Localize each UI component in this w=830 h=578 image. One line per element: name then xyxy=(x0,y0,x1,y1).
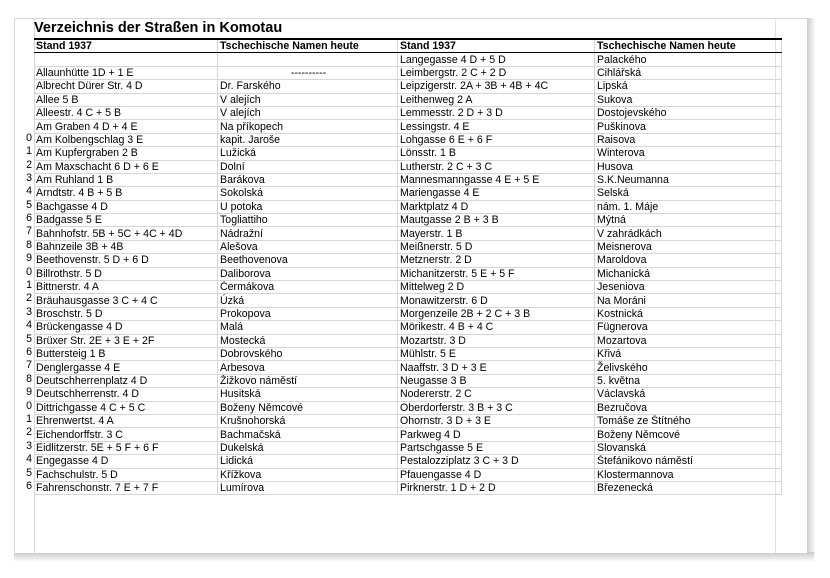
street-name-1937-cell[interactable]: Meißnerstr. 5 D xyxy=(398,240,595,253)
street-name-1937-cell[interactable]: Lemmesstr. 2 D + 3 D xyxy=(398,106,595,119)
street-name-1937-cell[interactable]: Allee 5 B xyxy=(34,93,218,106)
street-name-1937-cell[interactable]: Am Graben 4 D + 4 E xyxy=(34,120,218,133)
street-name-1937-cell[interactable]: Eidlitzerstr. 5E + 5 F + 6 F xyxy=(34,441,218,454)
street-name-1937-cell[interactable]: Mittelweg 2 D xyxy=(398,281,595,294)
czech-name-cell[interactable]: Nádražní xyxy=(218,227,398,240)
table-row xyxy=(34,428,782,441)
table-row xyxy=(34,173,782,186)
table-row xyxy=(34,388,782,401)
row-number[interactable]: 4 xyxy=(26,185,32,198)
column-header[interactable]: Stand 1937 xyxy=(34,39,218,53)
table-row xyxy=(34,281,782,294)
row-number[interactable] xyxy=(15,65,34,78)
table-row xyxy=(34,321,782,334)
street-name-1937-cell[interactable]: Pfauengasse 4 D xyxy=(398,468,595,481)
street-name-1937-cell[interactable]: Pirknerstr. 1 D + 2 D xyxy=(398,481,595,494)
street-name-1937-cell[interactable]: Billrothstr. 5 D xyxy=(34,267,218,280)
czech-name-cell[interactable]: Mozartova xyxy=(595,334,782,347)
street-name-1937-cell[interactable]: Engegasse 4 D xyxy=(34,455,218,468)
czech-name-cell[interactable]: Klostermannova xyxy=(595,468,782,481)
street-name-1937-cell[interactable]: Lohgasse 6 E + 6 F xyxy=(398,133,595,146)
czech-name-cell[interactable]: Mostecká xyxy=(218,334,398,347)
czech-name-cell[interactable]: Maroldova xyxy=(595,254,782,267)
czech-name-cell[interactable]: U potoka xyxy=(218,200,398,213)
row-number[interactable]: 5 xyxy=(26,466,32,479)
table-row xyxy=(34,267,782,280)
czech-name-cell[interactable]: Jeseniova xyxy=(595,281,782,294)
street-name-1937-cell[interactable] xyxy=(34,53,218,66)
row-number[interactable] xyxy=(15,78,34,91)
czech-name-cell[interactable]: Barákova xyxy=(218,173,398,186)
table-row xyxy=(34,160,782,173)
table-row xyxy=(34,441,782,454)
row-number[interactable]: 6 xyxy=(26,479,32,492)
czech-name-cell[interactable]: Želivského xyxy=(595,361,782,374)
street-name-1937-cell[interactable]: Mannesmanngasse 4 E + 5 E xyxy=(398,173,595,186)
street-name-1937-cell[interactable]: Ohornstr. 3 D + 3 E xyxy=(398,414,595,427)
street-name-1937-cell[interactable]: Am Ruhland 1 B xyxy=(34,173,218,186)
czech-name-cell[interactable]: Boženy Němcové xyxy=(218,401,398,414)
column-header[interactable]: Stand 1937 xyxy=(398,39,595,53)
czech-name-cell[interactable]: Malá xyxy=(218,321,398,334)
street-name-1937-cell[interactable]: Mayerstr. 1 B xyxy=(398,227,595,240)
table-row xyxy=(34,254,782,267)
street-name-1937-cell[interactable]: Bachgasse 4 D xyxy=(34,200,218,213)
czech-name-cell[interactable]: Dobrovského xyxy=(218,347,398,360)
czech-name-cell[interactable]: Boženy Němcové xyxy=(595,428,782,441)
table-row xyxy=(34,120,782,133)
row-number[interactable] xyxy=(15,92,34,105)
table-row xyxy=(34,481,782,494)
street-name-1937-cell[interactable]: Nodererstr. 2 C xyxy=(398,388,595,401)
header-row xyxy=(34,39,782,53)
street-table xyxy=(34,38,782,495)
czech-name-cell[interactable]: Na Moráni xyxy=(595,294,782,307)
table-row xyxy=(34,200,782,213)
row-number[interactable]: 0 xyxy=(26,131,32,144)
table-row xyxy=(34,80,782,93)
street-name-1937-cell[interactable]: Bittnerstr. 4 A xyxy=(34,281,218,294)
czech-name-cell[interactable]: Arbesova xyxy=(218,361,398,374)
street-name-1937-cell[interactable]: Alleestr. 4 C + 5 B xyxy=(34,106,218,119)
table-row xyxy=(34,93,782,106)
czech-name-cell[interactable]: Na příkopech xyxy=(218,120,398,133)
table-row xyxy=(34,106,782,119)
street-name-1937-cell[interactable]: Dittrichgasse 4 C + 5 C xyxy=(34,401,218,414)
row-number[interactable]: 0 xyxy=(26,399,32,412)
czech-name-cell[interactable]: kapit. Jaroše xyxy=(218,133,398,146)
table-row xyxy=(34,414,782,427)
czech-name-cell[interactable]: Beethovenova xyxy=(218,254,398,267)
street-name-1937-cell[interactable]: Mautgasse 2 B + 3 B xyxy=(398,214,595,227)
street-name-1937-cell[interactable]: Lutherstr. 2 C + 3 C xyxy=(398,160,595,173)
street-name-1937-cell[interactable]: Leipzigerstr. 2A + 3B + 4B + 4C xyxy=(398,80,595,93)
street-name-1937-cell[interactable]: Mariengasse 4 E xyxy=(398,187,595,200)
czech-name-cell[interactable]: Togliattiho xyxy=(218,214,398,227)
czech-name-cell[interactable]: Selská xyxy=(595,187,782,200)
street-name-1937-cell[interactable]: Fahrenschonstr. 7 E + 7 F xyxy=(34,481,218,494)
table-row xyxy=(34,294,782,307)
street-name-1937-cell[interactable]: Pestalozziplatz 3 C + 3 D xyxy=(398,455,595,468)
czech-name-cell[interactable]: Václavská xyxy=(595,388,782,401)
row-number[interactable]: 5 xyxy=(26,332,32,345)
row-number[interactable] xyxy=(15,118,34,131)
street-name-1937-cell[interactable]: Broschstr. 5 D xyxy=(34,307,218,320)
street-name-1937-cell[interactable]: Bahnzeile 3B + 4B xyxy=(34,240,218,253)
street-name-1937-cell[interactable]: Allaunhütte 1D + 1 E xyxy=(34,66,218,79)
czech-name-cell[interactable]: Husitská xyxy=(218,388,398,401)
czech-name-cell[interactable]: Křivá xyxy=(595,347,782,360)
street-name-1937-cell[interactable]: Lönsstr. 1 B xyxy=(398,147,595,160)
street-name-1937-cell[interactable]: Naaffstr. 3 D + 3 E xyxy=(398,361,595,374)
street-name-1937-cell[interactable]: Neugasse 3 B xyxy=(398,374,595,387)
table-row xyxy=(34,307,782,320)
street-name-1937-cell[interactable]: Oberdorferstr. 3 B + 3 C xyxy=(398,401,595,414)
table-row xyxy=(34,347,782,360)
street-name-1937-cell[interactable]: Beethovenstr. 5 D + 6 D xyxy=(34,254,218,267)
row-number[interactable]: 1 xyxy=(26,279,32,292)
column-header[interactable]: Tschechische Namen heute xyxy=(218,39,398,53)
street-name-1937-cell[interactable]: Deutschherrenstr. 4 D xyxy=(34,388,218,401)
czech-name-cell[interactable]: Sukova xyxy=(595,93,782,106)
czech-name-cell[interactable]: ---------- xyxy=(218,66,398,79)
czech-name-cell[interactable]: Daliborova xyxy=(218,267,398,280)
row-number[interactable]: 5 xyxy=(26,198,32,211)
czech-name-cell[interactable]: V alejích xyxy=(218,93,398,106)
row-number[interactable]: 7 xyxy=(26,359,32,372)
street-name-1937-cell[interactable]: Michanitzerstr. 5 E + 5 F xyxy=(398,267,595,280)
street-name-1937-cell[interactable]: Albrecht Dürer Str. 4 D xyxy=(34,80,218,93)
row-number[interactable]: 1 xyxy=(26,145,32,158)
column-header[interactable]: Tschechische Namen heute xyxy=(595,39,782,53)
czech-name-cell[interactable]: Bezručova xyxy=(595,401,782,414)
row-number[interactable]: 4 xyxy=(26,453,32,466)
czech-name-cell[interactable]: Kostnická xyxy=(595,307,782,320)
street-name-1937-cell[interactable]: Partschgasse 5 E xyxy=(398,441,595,454)
row-number[interactable]: 9 xyxy=(26,252,32,265)
czech-name-cell[interactable]: Dostojevského xyxy=(595,106,782,119)
czech-name-cell[interactable]: Slovanská xyxy=(595,441,782,454)
czech-name-cell[interactable]: Sokolská xyxy=(218,187,398,200)
street-name-1937-cell[interactable]: Bahnhofstr. 5B + 5C + 4C + 4D xyxy=(34,227,218,240)
czech-name-cell[interactable]: Raisova xyxy=(595,133,782,146)
table-row xyxy=(34,455,782,468)
street-name-1937-cell[interactable]: Am Maxschacht 6 D + 6 E xyxy=(34,160,218,173)
czech-name-cell[interactable]: Bachmačská xyxy=(218,428,398,441)
czech-name-cell[interactable]: Palackého xyxy=(595,53,782,66)
row-number[interactable]: 2 xyxy=(26,426,32,439)
czech-name-cell[interactable]: Lužická xyxy=(218,147,398,160)
row-number[interactable]: 9 xyxy=(26,386,32,399)
czech-name-cell[interactable]: Křížkova xyxy=(218,468,398,481)
street-name-1937-cell[interactable]: Morgenzeile 2B + 2 C + 3 B xyxy=(398,307,595,320)
street-name-1937-cell[interactable]: Monawitzerstr. 6 D xyxy=(398,294,595,307)
czech-name-cell[interactable]: Fügnerova xyxy=(595,321,782,334)
street-name-1937-cell[interactable]: Brüxer Str. 2E + 3 E + 2F xyxy=(34,334,218,347)
row-number[interactable] xyxy=(15,51,34,64)
czech-name-cell[interactable]: V alejích xyxy=(218,106,398,119)
street-name-1937-cell[interactable]: Deutschherrenplatz 4 D xyxy=(34,374,218,387)
table-row xyxy=(34,53,782,66)
table-row xyxy=(34,66,782,79)
street-name-1937-cell[interactable]: Buttersteig 1 B xyxy=(34,347,218,360)
row-number[interactable]: 0 xyxy=(26,265,32,278)
czech-name-cell[interactable]: Krušnohorská xyxy=(218,414,398,427)
czech-name-cell[interactable]: Čermákova xyxy=(218,281,398,294)
czech-name-cell[interactable]: Lipská xyxy=(595,80,782,93)
czech-name-cell[interactable]: Úzká xyxy=(218,294,398,307)
row-number[interactable]: 2 xyxy=(26,158,32,171)
street-name-1937-cell[interactable]: Am Kolbengschlag 3 E xyxy=(34,133,218,146)
czech-name-cell[interactable]: Dukelská xyxy=(218,441,398,454)
table-row xyxy=(34,187,782,200)
table-row xyxy=(34,227,782,240)
table-row xyxy=(34,214,782,227)
street-name-1937-cell[interactable]: Bräuhausgasse 3 C + 4 C xyxy=(34,294,218,307)
sheet-title: Verzeichnis der Straßen in Komotau xyxy=(34,20,283,36)
street-name-1937-cell[interactable]: Arndtstr. 4 B + 5 B xyxy=(34,187,218,200)
table-row xyxy=(34,401,782,414)
table-row xyxy=(34,240,782,253)
row-number[interactable]: 2 xyxy=(26,292,32,305)
row-number[interactable]: 3 xyxy=(26,171,32,184)
street-name-1937-cell[interactable]: Lessingstr. 4 E xyxy=(398,120,595,133)
czech-name-cell[interactable]: Žižkovo náměstí xyxy=(218,374,398,387)
row-number[interactable]: 3 xyxy=(26,305,32,318)
czech-name-cell[interactable]: Dolní xyxy=(218,160,398,173)
czech-name-cell[interactable]: V zahrádkách xyxy=(595,227,782,240)
czech-name-cell[interactable]: Puškinova xyxy=(595,120,782,133)
czech-name-cell[interactable]: Meisnerova xyxy=(595,240,782,253)
street-name-1937-cell[interactable]: Badgasse 5 E xyxy=(34,214,218,227)
street-name-1937-cell[interactable]: Brückengasse 4 D xyxy=(34,321,218,334)
czech-name-cell[interactable]: Tomáše ze Štítného xyxy=(595,414,782,427)
czech-name-cell[interactable]: 5. května xyxy=(595,374,782,387)
row-number[interactable]: 7 xyxy=(26,225,32,238)
czech-name-cell[interactable]: Mýtná xyxy=(595,214,782,227)
street-name-1937-cell[interactable]: Ehrenwertst. 4 A xyxy=(34,414,218,427)
street-name-1937-cell[interactable]: Denglergasse 4 E xyxy=(34,361,218,374)
czech-name-cell[interactable]: Štefánikovo náměstí xyxy=(595,455,782,468)
row-number[interactable]: 4 xyxy=(26,319,32,332)
street-name-1937-cell[interactable]: Leimbergstr. 2 C + 2 D xyxy=(398,66,595,79)
street-name-1937-cell[interactable]: Mörikestr. 4 B + 4 C xyxy=(398,321,595,334)
street-name-1937-cell[interactable]: Mühlstr. 5 E xyxy=(398,347,595,360)
row-number[interactable]: 8 xyxy=(26,372,32,385)
czech-name-cell[interactable]: nám. 1. Máje xyxy=(595,200,782,213)
czech-name-cell[interactable]: Alešova xyxy=(218,240,398,253)
street-name-1937-cell[interactable]: Am Kupfergraben 2 B xyxy=(34,147,218,160)
czech-name-cell[interactable]: Lidická xyxy=(218,455,398,468)
row-number[interactable] xyxy=(15,105,34,118)
street-name-1937-cell[interactable]: Eichendorffstr. 3 C xyxy=(34,428,218,441)
czech-name-cell[interactable]: Dr. Farského xyxy=(218,80,398,93)
row-number[interactable]: 6 xyxy=(26,212,32,225)
street-name-1937-cell[interactable]: Fachschulstr. 5 D xyxy=(34,468,218,481)
street-name-1937-cell[interactable]: Langegasse 4 D + 5 D xyxy=(398,53,595,66)
table-row xyxy=(34,374,782,387)
street-name-1937-cell[interactable]: Parkweg 4 D xyxy=(398,428,595,441)
row-number[interactable]: 6 xyxy=(26,345,32,358)
street-name-1937-cell[interactable]: Mozartstr. 3 D xyxy=(398,334,595,347)
table-row xyxy=(34,334,782,347)
czech-name-cell[interactable] xyxy=(218,53,398,66)
street-name-1937-cell[interactable]: Leithenweg 2 A xyxy=(398,93,595,106)
czech-name-cell[interactable]: Husova xyxy=(595,160,782,173)
page-shadow-bottom xyxy=(14,552,814,562)
page-shadow-right xyxy=(806,18,816,558)
table-row xyxy=(34,133,782,146)
czech-name-cell[interactable]: Prokopova xyxy=(218,307,398,320)
street-name-1937-cell[interactable]: Metznerstr. 2 D xyxy=(398,254,595,267)
czech-name-cell[interactable]: Winterova xyxy=(595,147,782,160)
row-number-column xyxy=(15,38,34,493)
table-row xyxy=(34,361,782,374)
table-row xyxy=(34,468,782,481)
spreadsheet-sheet xyxy=(14,18,807,553)
czech-name-cell[interactable]: Březenecká xyxy=(595,481,782,494)
czech-name-cell[interactable]: Michanická xyxy=(595,267,782,280)
row-number[interactable] xyxy=(15,38,34,51)
row-number[interactable]: 8 xyxy=(26,238,32,251)
table-row xyxy=(34,147,782,160)
czech-name-cell[interactable]: Cihlářská xyxy=(595,66,782,79)
row-number[interactable]: 3 xyxy=(26,439,32,452)
czech-name-cell[interactable]: S.K.Neumanna xyxy=(595,173,782,186)
street-name-1937-cell[interactable]: Marktplatz 4 D xyxy=(398,200,595,213)
czech-name-cell[interactable]: Lumírova xyxy=(218,481,398,494)
row-number[interactable]: 1 xyxy=(26,412,32,425)
